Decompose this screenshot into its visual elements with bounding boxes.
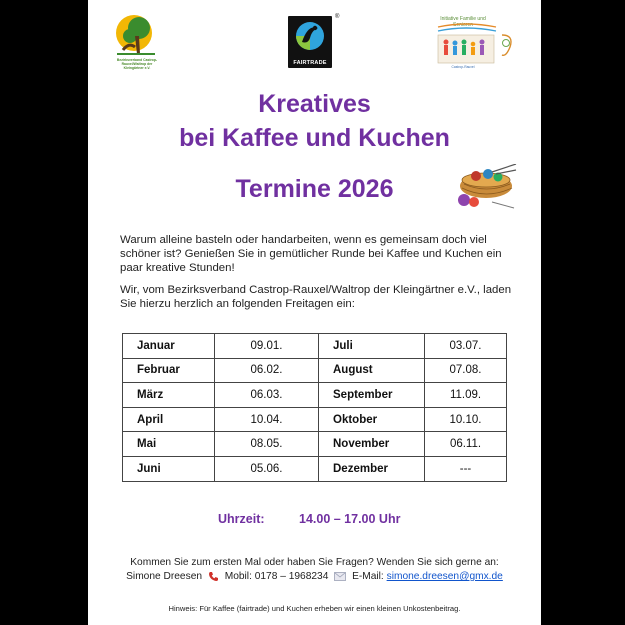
month-cell: Januar [123, 334, 215, 359]
phone-icon [208, 571, 219, 582]
date-cell: --- [425, 456, 507, 481]
month-cell: September [319, 383, 425, 408]
month-cell: August [319, 358, 425, 383]
month-cell: Dezember [319, 456, 425, 481]
initiative-logo-subcaption: Castrop-Rauxel [451, 65, 475, 69]
title-line-3: Termine 2026 [235, 175, 394, 203]
date-cell: 06.02. [215, 358, 319, 383]
intro-paragraph-2: Wir, vom Bezirksverband Castrop-Rauxel/Waltrop der Kleingärtner e.V., laden Sie hierzu herzlich an folgenden Freitagen ein: [120, 284, 512, 311]
fairtrade-logo [288, 14, 340, 70]
contact-email-link[interactable]: simone.dreesen@gmx.de [386, 571, 503, 583]
time-label: Uhrzeit: [218, 512, 265, 526]
title-line-2: bei Kaffee und Kuchen [179, 124, 450, 152]
month-cell: Februar [123, 358, 215, 383]
month-cell: Juni [123, 456, 215, 481]
contact-mobile: Mobil: 0178 – 1968234 [224, 571, 329, 583]
date-cell: 10.04. [215, 407, 319, 432]
family-logo-icon [436, 23, 520, 65]
title-line-1: Kreatives [258, 90, 371, 118]
schedule-table [122, 333, 507, 482]
tree-logo-icon [115, 14, 157, 58]
club-logo-caption: Bezirksverband Castrop-Rauxel/Waltrop der Kleingärtner e.V. [116, 58, 158, 70]
date-cell: 11.09. [425, 383, 507, 408]
contact-intro: Kommen Sie zum ersten Mal oder haben Sie Fragen? Wenden Sie sich gerne an: [130, 557, 499, 568]
time-value: 14.00 – 17.00 Uhr [299, 512, 401, 526]
month-cell: Mai [123, 432, 215, 457]
initiative-logo [432, 16, 522, 72]
month-cell: Oktober [319, 407, 425, 432]
schedule-row [123, 358, 507, 383]
yarn-basket-icon [452, 164, 518, 210]
initiative-logo-caption: Initiative Familie und Senioren [440, 16, 486, 28]
date-cell: 09.01. [215, 334, 319, 359]
contact-details [88, 571, 541, 582]
envelope-icon [334, 572, 346, 581]
date-cell: 10.10. [425, 407, 507, 432]
club-logo [112, 14, 162, 76]
date-cell: 06.11. [425, 432, 507, 457]
schedule-row [123, 432, 507, 457]
schedule-row [123, 456, 507, 481]
contact-email-label: E-Mail: [352, 571, 384, 583]
contact-name: Simone Dreesen [126, 571, 203, 583]
month-cell: Juli [319, 334, 425, 359]
date-cell: 06.03. [215, 383, 319, 408]
date-cell: 08.05. [215, 432, 319, 457]
date-cell: 05.06. [215, 456, 319, 481]
month-cell: April [123, 407, 215, 432]
cost-note: Hinweis: Für Kaffee (fairtrade) und Kuchen erheben wir einen kleinen Unkostenbeitrag. [168, 604, 461, 613]
fairtrade-label: FAIRTRADE [293, 60, 327, 66]
schedule-row [123, 407, 507, 432]
schedule-row [123, 383, 507, 408]
time-info [218, 512, 401, 526]
date-cell: 03.07. [425, 334, 507, 359]
intro-paragraph-1: Warum alleine basteln oder handarbeiten, wenn es gemeinsam doch viel schöner ist? Genießen Sie in gemütlicher Runde bei Kaffee und Kuchen ein paar kreative Stunden! [120, 234, 502, 275]
date-cell: 07.08. [425, 358, 507, 383]
month-cell: November [319, 432, 425, 457]
flyer-page [88, 0, 541, 625]
registered-mark: ® [335, 14, 340, 20]
month-cell: März [123, 383, 215, 408]
schedule-row [123, 334, 507, 359]
